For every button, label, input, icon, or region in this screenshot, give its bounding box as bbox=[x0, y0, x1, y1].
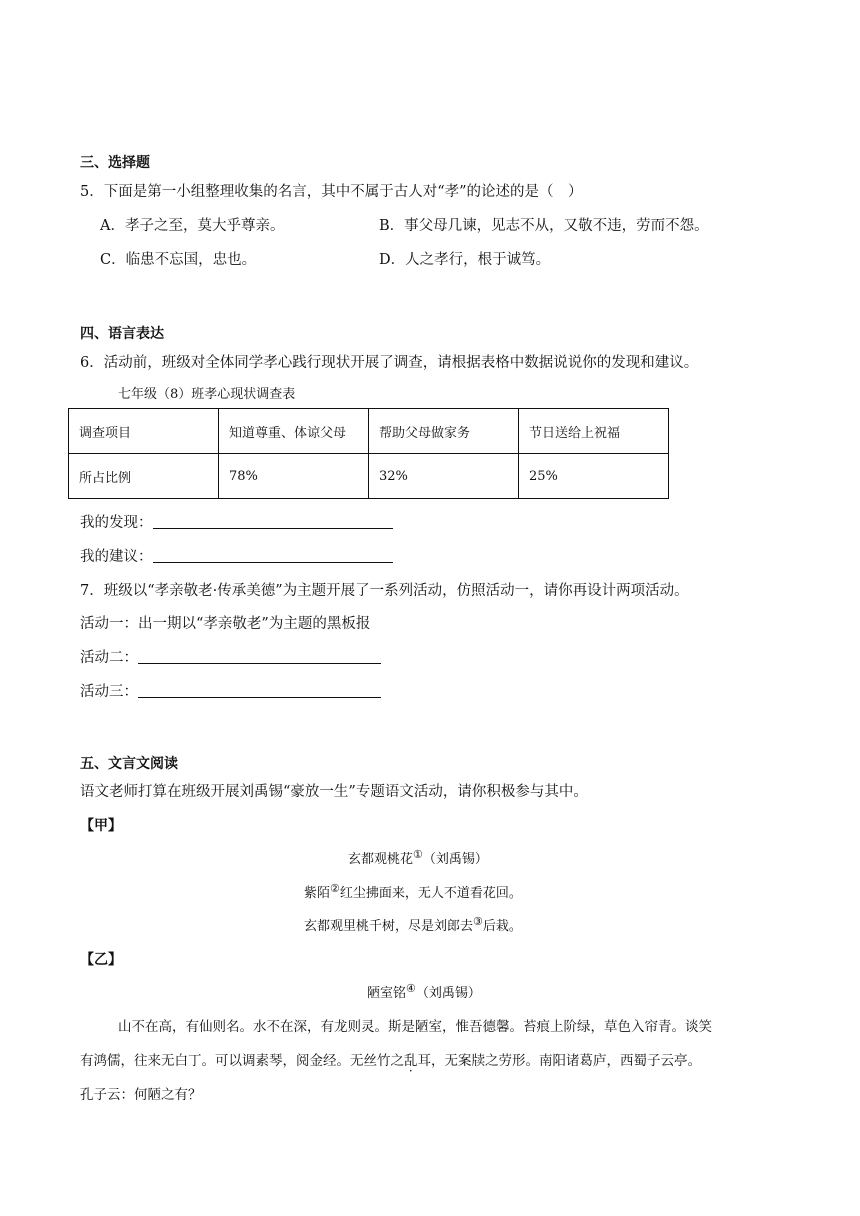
activity-one: 活动一：出一期以“孝亲敬老”为主题的黑板报 bbox=[80, 616, 371, 632]
table-row bbox=[69, 454, 669, 499]
essay-line-2 bbox=[80, 1049, 701, 1069]
finding-label: 我的发现： bbox=[80, 515, 153, 531]
essay-title-line bbox=[367, 982, 481, 1001]
poem-text: 后栽。 bbox=[482, 919, 522, 934]
table-cell: 所占比例 bbox=[69, 454, 219, 499]
section-5-intro: 语文老师打算在班级开展刘禹锡“豪放一生”专题语文活动，请你积极参与其中。 bbox=[80, 784, 588, 800]
section-3-title: 三、选择题 bbox=[80, 155, 150, 171]
finding-row bbox=[80, 511, 393, 532]
table-header-row bbox=[69, 409, 669, 454]
poem-author: （刘禹锡） bbox=[422, 852, 488, 867]
table-cell: 帮助父母做家务 bbox=[369, 409, 519, 454]
finding-answer-blank[interactable] bbox=[153, 514, 393, 529]
essay-title: 陋室铭 bbox=[367, 986, 407, 1001]
activity-two-row bbox=[80, 646, 381, 667]
footnote-marker: ① bbox=[413, 848, 423, 861]
activity-three-row bbox=[80, 680, 381, 701]
table-cell: 78% bbox=[219, 454, 369, 499]
suggestion-row bbox=[80, 545, 393, 566]
option-b[interactable]: B．事父母几谏，见志不从，又敬不违，劳而不怨。 bbox=[379, 218, 709, 234]
table-caption: 七年级（8）班孝心现状调查表 bbox=[118, 387, 296, 402]
option-c[interactable]: C．临患不忘国，忠也。 bbox=[100, 252, 257, 268]
essay-author: （刘禹锡） bbox=[415, 986, 481, 1001]
activity-two-blank[interactable] bbox=[138, 649, 381, 664]
option-a[interactable]: A．孝子之至，莫大乎尊亲。 bbox=[100, 218, 285, 234]
emphasis-char: 乱 bbox=[404, 1053, 418, 1069]
poem-title-line bbox=[348, 848, 488, 867]
jia-label: 【甲】 bbox=[80, 818, 122, 834]
survey-table bbox=[68, 408, 669, 499]
poem-title: 玄都观桃花 bbox=[348, 852, 414, 867]
essay-text: 耳，无案牍之劳形。南阳诸葛庐，西蜀子云亭。 bbox=[417, 1053, 701, 1069]
poem-line-1 bbox=[304, 882, 522, 901]
suggestion-answer-blank[interactable] bbox=[153, 548, 393, 563]
table-cell: 调查项目 bbox=[69, 409, 219, 454]
poem-line-2 bbox=[304, 915, 522, 934]
poem-text: 红尘拂面来，无人不道看花回。 bbox=[339, 886, 522, 901]
footnote-marker: ④ bbox=[406, 982, 416, 995]
table-cell: 32% bbox=[369, 454, 519, 499]
section-5-title: 五、文言文阅读 bbox=[80, 756, 178, 772]
table-cell: 节日送给上祝福 bbox=[519, 409, 669, 454]
footnote-marker: ② bbox=[330, 882, 340, 895]
table-cell: 知道尊重、体谅父母 bbox=[219, 409, 369, 454]
question-5-stem: 5．下面是第一小组整理收集的名言，其中不属于古人对“孝”的论述的是（ ） bbox=[80, 184, 583, 200]
activity-two-label: 活动二： bbox=[80, 650, 138, 666]
suggestion-label: 我的建议： bbox=[80, 549, 153, 565]
poem-text: 紫陌 bbox=[304, 886, 331, 901]
table-cell: 25% bbox=[519, 454, 669, 499]
question-7-stem: 7．班级以“孝亲敬老·传承美德”为主题开展了一系列活动，仿照活动一，请你再设计两项活动。 bbox=[80, 583, 689, 599]
question-6-stem: 6．活动前，班级对全体同学孝心践行现状开展了调查，请根据表格中数据说说你的发现和建议。 bbox=[80, 355, 699, 371]
yi-label: 【乙】 bbox=[80, 952, 122, 968]
activity-three-blank[interactable] bbox=[138, 683, 381, 698]
option-d[interactable]: D．人之孝行，根于诚笃。 bbox=[379, 252, 551, 268]
essay-text: 有鸿儒，往来无白丁。可以调素琴，阅金经。无丝竹之 bbox=[80, 1053, 404, 1069]
essay-line-1: 山不在高，有仙则名。水不在深，有龙则灵。斯是陋室，惟吾德馨。苔痕上阶绿，草色入帘青。谈笑 bbox=[118, 1019, 712, 1035]
poem-text: 玄都观里桃千树，尽是刘郎去 bbox=[304, 919, 474, 934]
section-4-title: 四、语言表达 bbox=[80, 326, 164, 342]
footnote-marker: ③ bbox=[473, 915, 483, 928]
essay-line-3: 孔子云：何陋之有？ bbox=[80, 1087, 202, 1103]
activity-three-label: 活动三： bbox=[80, 684, 138, 700]
